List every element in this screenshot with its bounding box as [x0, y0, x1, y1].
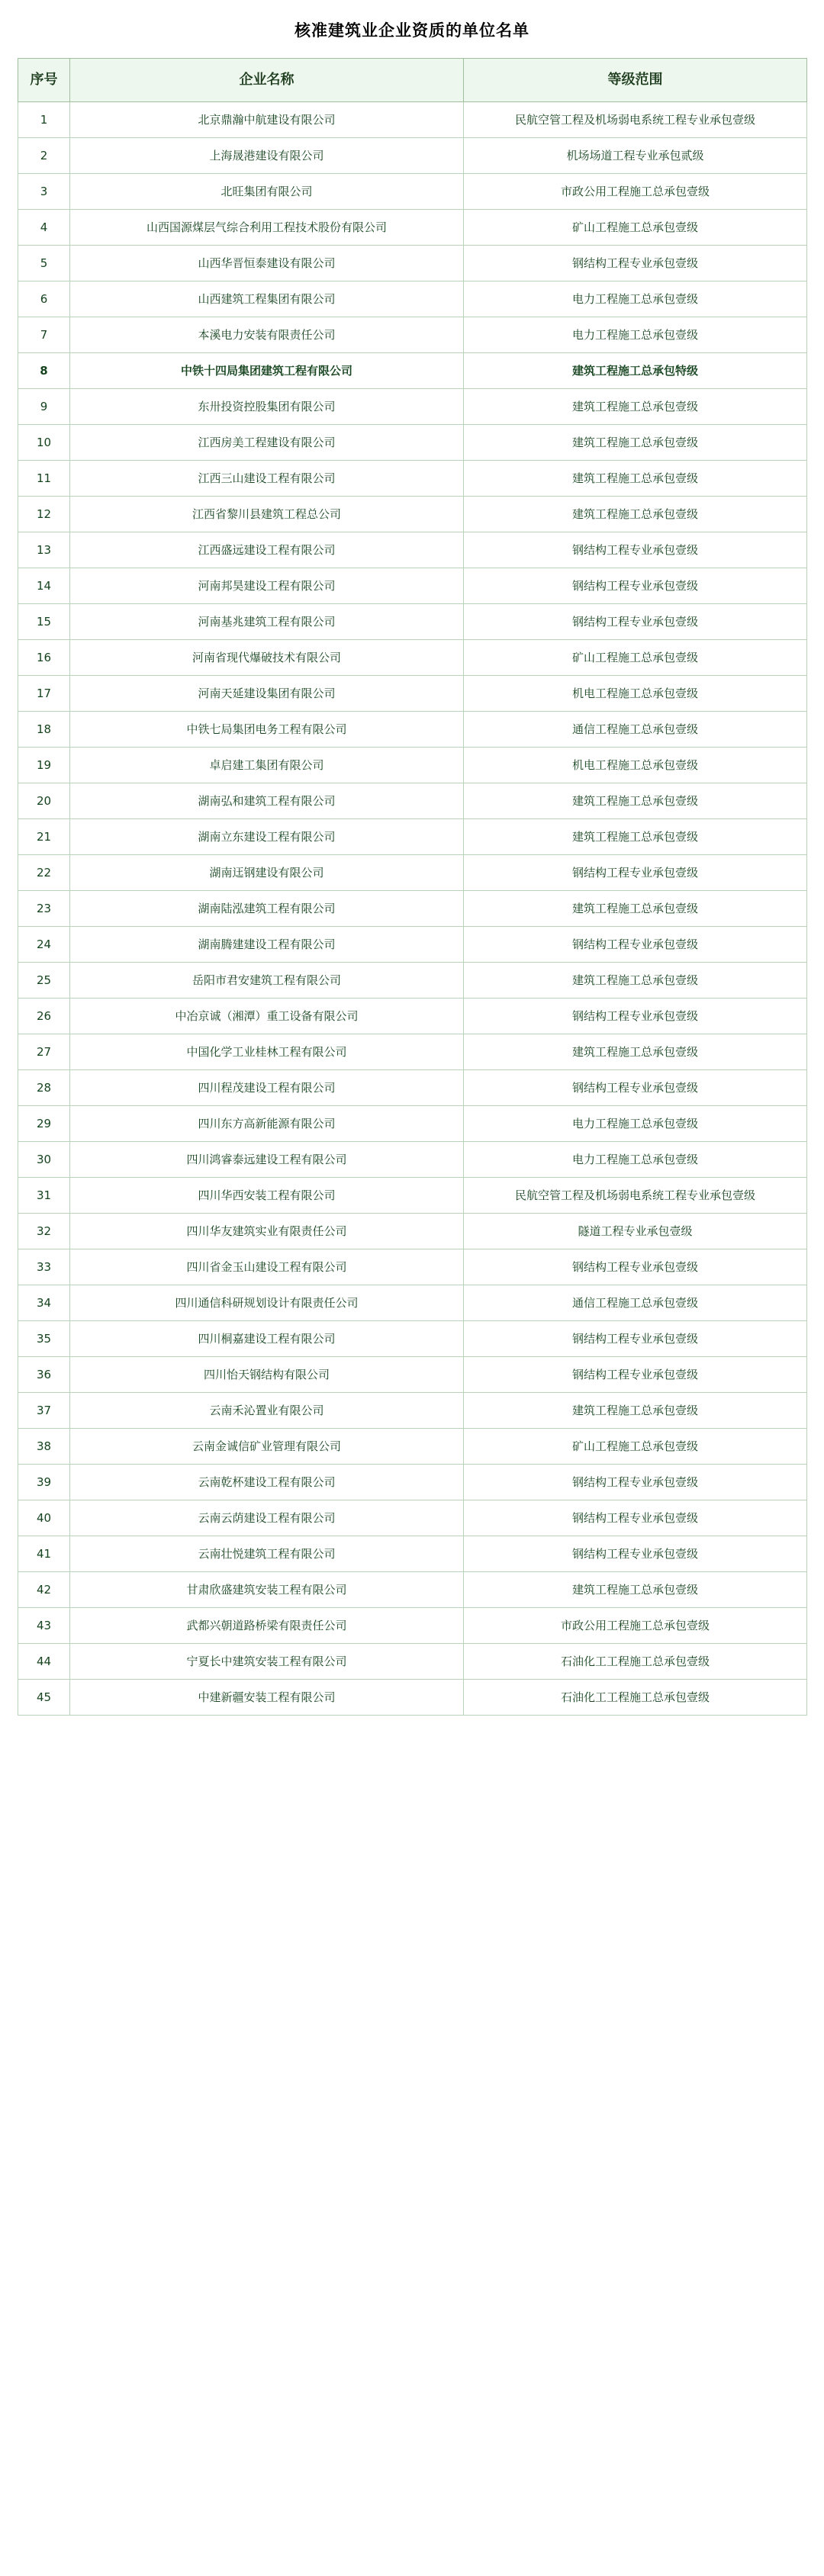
cell-index: 34 — [18, 1285, 70, 1321]
cell-index: 7 — [18, 317, 70, 353]
cell-index: 24 — [18, 927, 70, 963]
table-row — [18, 353, 807, 389]
table-row — [18, 604, 807, 640]
cell-index: 38 — [18, 1429, 70, 1465]
cell-company-name: 云南壮悦建筑工程有限公司 — [70, 1536, 464, 1572]
table-row — [18, 855, 807, 891]
cell-index: 6 — [18, 281, 70, 317]
cell-company-name: 江西盛远建设工程有限公司 — [70, 532, 464, 568]
cell-company-name: 四川省金玉山建设工程有限公司 — [70, 1249, 464, 1285]
cell-grade-scope: 隧道工程专业承包壹级 — [464, 1214, 807, 1249]
qualification-table-wrapper — [18, 58, 806, 1716]
cell-company-name: 中国化学工业桂林工程有限公司 — [70, 1034, 464, 1070]
cell-grade-scope: 建筑工程施工总承包壹级 — [464, 1572, 807, 1608]
table-row — [18, 1214, 807, 1249]
cell-grade-scope: 钢结构工程专业承包壹级 — [464, 999, 807, 1034]
cell-index: 12 — [18, 497, 70, 532]
cell-company-name: 中冶京诚（湘潭）重工设备有限公司 — [70, 999, 464, 1034]
cell-company-name: 山西国源煤层气综合利用工程技术股份有限公司 — [70, 210, 464, 246]
cell-index: 31 — [18, 1178, 70, 1214]
cell-grade-scope: 钢结构工程专业承包壹级 — [464, 246, 807, 281]
cell-company-name: 江西房美工程建设有限公司 — [70, 425, 464, 461]
table-header-row — [18, 59, 807, 102]
cell-company-name: 四川怡天钢结构有限公司 — [70, 1357, 464, 1393]
cell-index: 25 — [18, 963, 70, 999]
cell-index: 16 — [18, 640, 70, 676]
cell-grade-scope: 建筑工程施工总承包壹级 — [464, 425, 807, 461]
cell-grade-scope: 矿山工程施工总承包壹级 — [464, 210, 807, 246]
cell-index: 17 — [18, 676, 70, 712]
cell-grade-scope: 民航空管工程及机场弱电系统工程专业承包壹级 — [464, 102, 807, 138]
cell-index: 9 — [18, 389, 70, 425]
cell-company-name: 河南邦昊建设工程有限公司 — [70, 568, 464, 604]
cell-company-name: 中建新疆安装工程有限公司 — [70, 1680, 464, 1716]
table-row — [18, 461, 807, 497]
table-row — [18, 1644, 807, 1680]
table-row — [18, 748, 807, 783]
table-row — [18, 712, 807, 748]
cell-grade-scope: 钢结构工程专业承包壹级 — [464, 1536, 807, 1572]
table-row — [18, 1249, 807, 1285]
cell-company-name: 岳阳市君安建筑工程有限公司 — [70, 963, 464, 999]
cell-index: 14 — [18, 568, 70, 604]
cell-company-name: 江西省黎川县建筑工程总公司 — [70, 497, 464, 532]
qualification-table — [18, 58, 807, 1716]
table-row — [18, 1536, 807, 1572]
cell-grade-scope: 电力工程施工总承包壹级 — [464, 317, 807, 353]
table-row — [18, 497, 807, 532]
cell-company-name: 湖南迋钢建设有限公司 — [70, 855, 464, 891]
cell-grade-scope: 钢结构工程专业承包壹级 — [464, 1500, 807, 1536]
table-row — [18, 532, 807, 568]
cell-grade-scope: 建筑工程施工总承包特级 — [464, 353, 807, 389]
table-row — [18, 568, 807, 604]
cell-company-name: 湖南立东建设工程有限公司 — [70, 819, 464, 855]
cell-company-name: 四川通信科研规划设计有限责任公司 — [70, 1285, 464, 1321]
cell-company-name: 四川程茂建设工程有限公司 — [70, 1070, 464, 1106]
cell-index: 18 — [18, 712, 70, 748]
table-row — [18, 1178, 807, 1214]
table-row — [18, 783, 807, 819]
cell-grade-scope: 石油化工工程施工总承包壹级 — [464, 1680, 807, 1716]
cell-grade-scope: 矿山工程施工总承包壹级 — [464, 640, 807, 676]
cell-index: 3 — [18, 174, 70, 210]
cell-grade-scope: 钢结构工程专业承包壹级 — [464, 1249, 807, 1285]
cell-index: 41 — [18, 1536, 70, 1572]
table-row — [18, 1106, 807, 1142]
table-row — [18, 1500, 807, 1536]
cell-grade-scope: 钢结构工程专业承包壹级 — [464, 1465, 807, 1500]
cell-company-name: 武都兴朝道路桥梁有限责任公司 — [70, 1608, 464, 1644]
cell-grade-scope: 电力工程施工总承包壹级 — [464, 281, 807, 317]
cell-grade-scope: 建筑工程施工总承包壹级 — [464, 963, 807, 999]
table-row — [18, 281, 807, 317]
cell-index: 1 — [18, 102, 70, 138]
cell-index: 32 — [18, 1214, 70, 1249]
cell-company-name: 云南乾杯建设工程有限公司 — [70, 1465, 464, 1500]
cell-grade-scope: 机电工程施工总承包壹级 — [464, 676, 807, 712]
cell-index: 42 — [18, 1572, 70, 1608]
cell-grade-scope: 钢结构工程专业承包壹级 — [464, 855, 807, 891]
table-row — [18, 819, 807, 855]
table-row — [18, 1680, 807, 1716]
cell-grade-scope: 钢结构工程专业承包壹级 — [464, 1321, 807, 1357]
table-row — [18, 246, 807, 281]
cell-company-name: 江西三山建设工程有限公司 — [70, 461, 464, 497]
cell-index: 11 — [18, 461, 70, 497]
cell-index: 27 — [18, 1034, 70, 1070]
cell-index: 45 — [18, 1680, 70, 1716]
cell-index: 15 — [18, 604, 70, 640]
table-row — [18, 640, 807, 676]
cell-company-name: 河南省现代爆破技术有限公司 — [70, 640, 464, 676]
cell-company-name: 北旺集团有限公司 — [70, 174, 464, 210]
cell-grade-scope: 石油化工工程施工总承包壹级 — [464, 1644, 807, 1680]
cell-index: 28 — [18, 1070, 70, 1106]
cell-grade-scope: 建筑工程施工总承包壹级 — [464, 891, 807, 927]
table-row — [18, 1429, 807, 1465]
table-row — [18, 927, 807, 963]
table-body — [18, 102, 807, 1716]
cell-index: 26 — [18, 999, 70, 1034]
cell-grade-scope: 钢结构工程专业承包壹级 — [464, 532, 807, 568]
cell-grade-scope: 钢结构工程专业承包壹级 — [464, 568, 807, 604]
cell-grade-scope: 建筑工程施工总承包壹级 — [464, 497, 807, 532]
cell-company-name: 四川东方高新能源有限公司 — [70, 1106, 464, 1142]
cell-grade-scope: 电力工程施工总承包壹级 — [464, 1106, 807, 1142]
table-row — [18, 210, 807, 246]
cell-company-name: 上海晟港建设有限公司 — [70, 138, 464, 174]
cell-company-name: 北京鼎瀚中航建设有限公司 — [70, 102, 464, 138]
cell-index: 35 — [18, 1321, 70, 1357]
cell-company-name: 云南云荫建设工程有限公司 — [70, 1500, 464, 1536]
table-row — [18, 317, 807, 353]
column-header-grade-scope: 等级范围 — [464, 59, 807, 102]
cell-company-name: 山西华晋恒泰建设有限公司 — [70, 246, 464, 281]
cell-company-name: 云南金诚信矿业管理有限公司 — [70, 1429, 464, 1465]
cell-grade-scope: 建筑工程施工总承包壹级 — [464, 461, 807, 497]
cell-grade-scope: 机电工程施工总承包壹级 — [464, 748, 807, 783]
cell-company-name: 湖南腾建建设工程有限公司 — [70, 927, 464, 963]
cell-index: 43 — [18, 1608, 70, 1644]
cell-index: 20 — [18, 783, 70, 819]
table-row — [18, 425, 807, 461]
cell-company-name: 宁夏长中建筑安装工程有限公司 — [70, 1644, 464, 1680]
cell-company-name: 甘肃欣盛建筑安装工程有限公司 — [70, 1572, 464, 1608]
cell-grade-scope: 市政公用工程施工总承包壹级 — [464, 1608, 807, 1644]
cell-grade-scope: 建筑工程施工总承包壹级 — [464, 1393, 807, 1429]
cell-grade-scope: 通信工程施工总承包壹级 — [464, 1285, 807, 1321]
table-row — [18, 891, 807, 927]
cell-company-name: 河南天延建设集团有限公司 — [70, 676, 464, 712]
cell-index: 40 — [18, 1500, 70, 1536]
cell-grade-scope: 市政公用工程施工总承包壹级 — [464, 174, 807, 210]
cell-index: 33 — [18, 1249, 70, 1285]
cell-index: 5 — [18, 246, 70, 281]
table-row — [18, 138, 807, 174]
column-header-company-name: 企业名称 — [70, 59, 464, 102]
table-row — [18, 102, 807, 138]
cell-index: 44 — [18, 1644, 70, 1680]
cell-company-name: 卓启建工集团有限公司 — [70, 748, 464, 783]
cell-grade-scope: 钢结构工程专业承包壹级 — [464, 604, 807, 640]
cell-grade-scope: 钢结构工程专业承包壹级 — [464, 1070, 807, 1106]
cell-grade-scope: 民航空管工程及机场弱电系统工程专业承包壹级 — [464, 1178, 807, 1214]
table-row — [18, 1321, 807, 1357]
cell-index: 30 — [18, 1142, 70, 1178]
cell-index: 22 — [18, 855, 70, 891]
cell-grade-scope: 建筑工程施工总承包壹级 — [464, 783, 807, 819]
table-row — [18, 1608, 807, 1644]
cell-index: 23 — [18, 891, 70, 927]
cell-grade-scope: 机场场道工程专业承包贰级 — [464, 138, 807, 174]
table-row — [18, 999, 807, 1034]
table-row — [18, 174, 807, 210]
table-row — [18, 1285, 807, 1321]
cell-grade-scope: 钢结构工程专业承包壹级 — [464, 927, 807, 963]
cell-index: 19 — [18, 748, 70, 783]
cell-index: 10 — [18, 425, 70, 461]
cell-grade-scope: 钢结构工程专业承包壹级 — [464, 1357, 807, 1393]
cell-index: 29 — [18, 1106, 70, 1142]
table-row — [18, 1070, 807, 1106]
cell-company-name: 云南禾沁置业有限公司 — [70, 1393, 464, 1429]
cell-company-name: 河南基兆建筑工程有限公司 — [70, 604, 464, 640]
cell-company-name: 中铁十四局集团建筑工程有限公司 — [70, 353, 464, 389]
table-row — [18, 1393, 807, 1429]
column-header-index: 序号 — [18, 59, 70, 102]
table-row — [18, 1142, 807, 1178]
cell-index: 39 — [18, 1465, 70, 1500]
cell-grade-scope: 矿山工程施工总承包壹级 — [464, 1429, 807, 1465]
cell-company-name: 四川华友建筑实业有限责任公司 — [70, 1214, 464, 1249]
cell-company-name: 四川华西安装工程有限公司 — [70, 1178, 464, 1214]
cell-index: 21 — [18, 819, 70, 855]
cell-grade-scope: 通信工程施工总承包壹级 — [464, 712, 807, 748]
table-row — [18, 1465, 807, 1500]
table-row — [18, 676, 807, 712]
cell-company-name: 山西建筑工程集团有限公司 — [70, 281, 464, 317]
cell-company-name: 四川桐嘉建设工程有限公司 — [70, 1321, 464, 1357]
cell-grade-scope: 建筑工程施工总承包壹级 — [464, 1034, 807, 1070]
table-row — [18, 963, 807, 999]
cell-company-name: 东卅投资控股集团有限公司 — [70, 389, 464, 425]
cell-grade-scope: 电力工程施工总承包壹级 — [464, 1142, 807, 1178]
table-row — [18, 1572, 807, 1608]
cell-grade-scope: 建筑工程施工总承包壹级 — [464, 819, 807, 855]
table-row — [18, 1034, 807, 1070]
table-header — [18, 59, 807, 102]
cell-index: 2 — [18, 138, 70, 174]
cell-company-name: 本溪电力安装有限责任公司 — [70, 317, 464, 353]
cell-index: 37 — [18, 1393, 70, 1429]
table-row — [18, 1357, 807, 1393]
cell-index: 36 — [18, 1357, 70, 1393]
cell-company-name: 湖南陆泓建筑工程有限公司 — [70, 891, 464, 927]
cell-index: 8 — [18, 353, 70, 389]
cell-index: 4 — [18, 210, 70, 246]
cell-company-name: 中铁七局集团电务工程有限公司 — [70, 712, 464, 748]
cell-grade-scope: 建筑工程施工总承包壹级 — [464, 389, 807, 425]
cell-index: 13 — [18, 532, 70, 568]
cell-company-name: 湖南弘和建筑工程有限公司 — [70, 783, 464, 819]
page-title: 核准建筑业企业资质的单位名单 — [295, 21, 529, 40]
cell-company-name: 四川鸿睿泰远建设工程有限公司 — [70, 1142, 464, 1178]
table-row — [18, 389, 807, 425]
